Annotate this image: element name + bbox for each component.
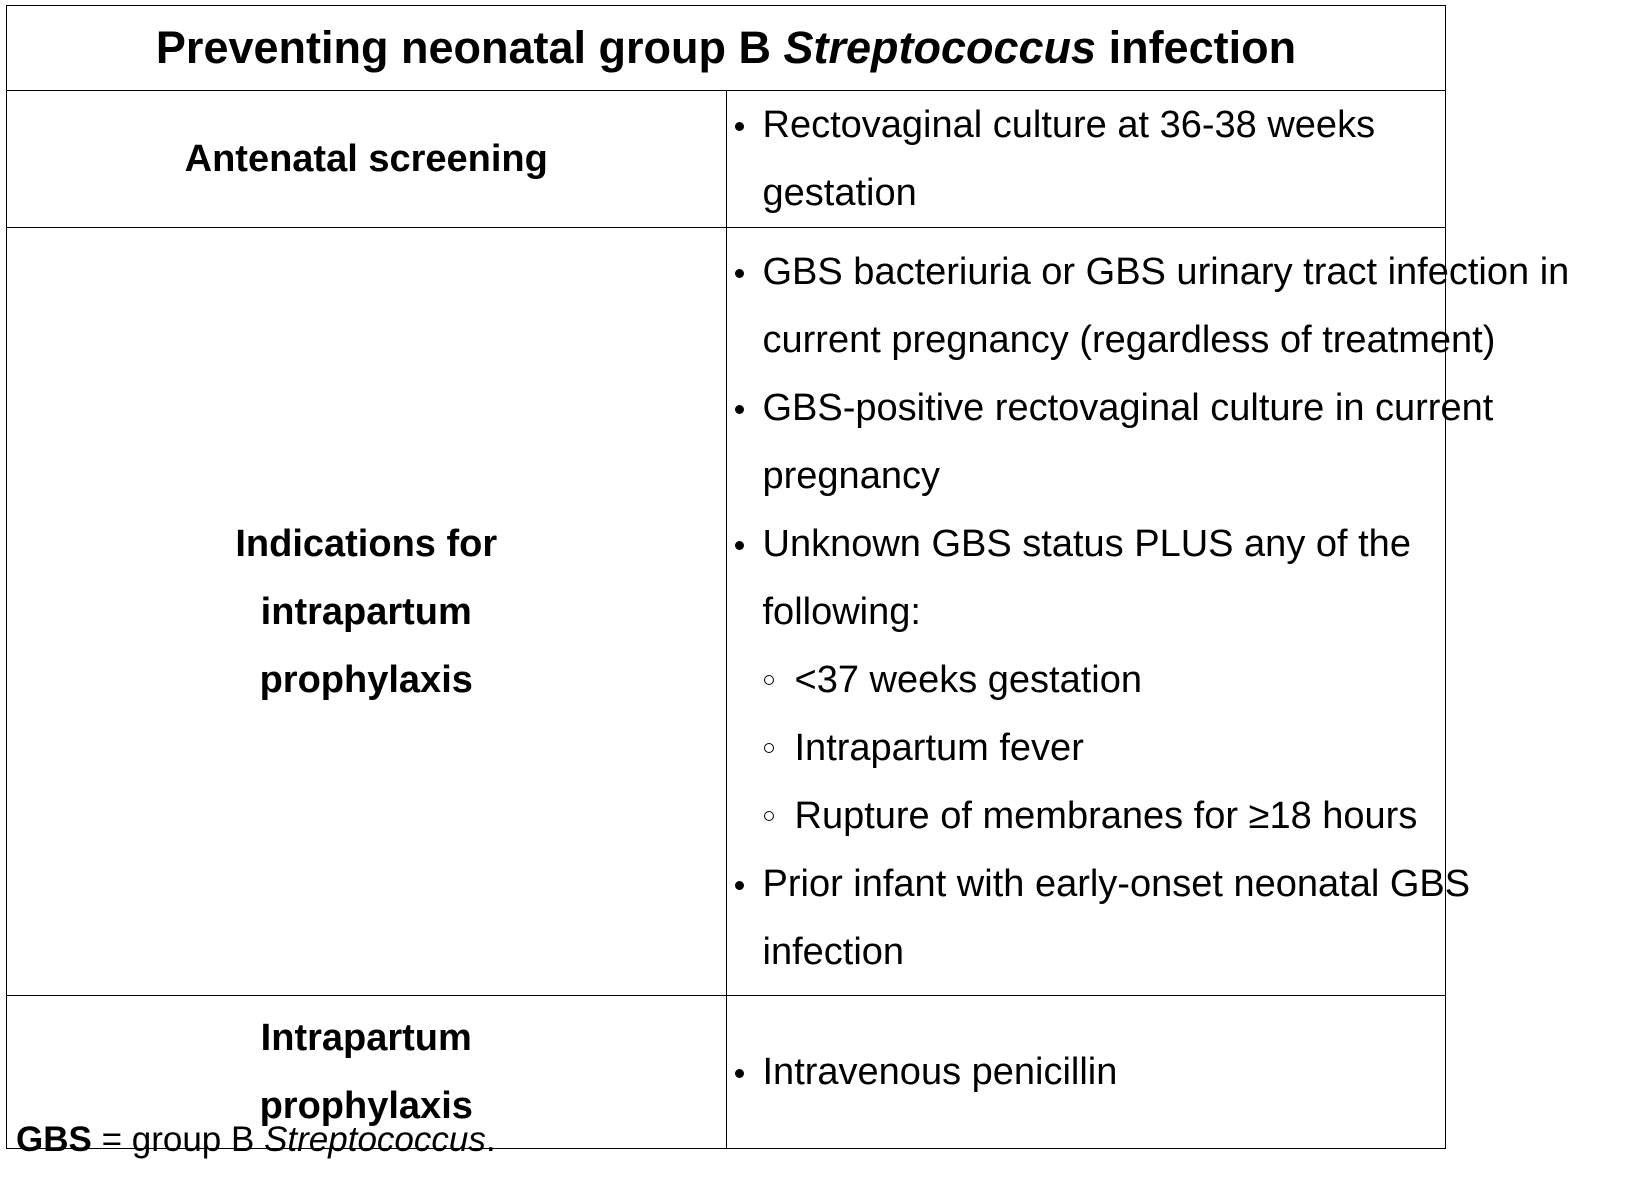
row-label-text: Indications for intrapartum prophylaxis (235, 522, 498, 701)
sub-list-item: <37 weeks gestation (795, 646, 1523, 714)
sub-list-item: Intrapartum fever (795, 714, 1523, 782)
sub-list-item: Rupture of membranes for ≥18 hours (795, 782, 1523, 850)
footnote-abbreviation: GBS (16, 1120, 92, 1159)
footnote-italic: Streptococcus (264, 1120, 486, 1159)
list-item: Rectovaginal culture at 36-38 weeks gestation (763, 91, 1446, 227)
footnote-text: = group B (91, 1120, 265, 1159)
gbs-prevention-table (6, 5, 1570, 1149)
row-content (726, 996, 1446, 1149)
row-label: Antenatal screening (7, 91, 727, 228)
list-item-text: Unknown GBS status PLUS any of the following: (762, 522, 1411, 633)
table-title-row (7, 6, 1446, 91)
list-item: GBS-positive rectovaginal culture in current pregnancy (763, 374, 1603, 510)
list-item (763, 510, 1523, 850)
table-title (7, 6, 1446, 91)
title-text-after: infection (1096, 22, 1297, 73)
list-item: Intravenous penicillin (763, 1038, 1446, 1106)
row-label (7, 228, 727, 996)
sub-bullet-list (763, 646, 1523, 850)
row-content (726, 228, 1570, 996)
title-text-italic: Streptococcus (783, 22, 1097, 73)
footnote (16, 1115, 496, 1165)
bullet-list (727, 238, 1570, 986)
list-item: Prior infant with early-onset neonatal GBS infection (763, 850, 1583, 986)
table-row-indications (7, 228, 1446, 996)
title-text-before: Preventing neonatal group B (155, 22, 784, 73)
bullet-list (727, 91, 1446, 227)
list-item: GBS bacteriuria or GBS urinary tract infection in current pregnancy (regardless of treatment) (763, 238, 1643, 374)
bullet-list (727, 1038, 1446, 1106)
row-label-text: Intrapartum prophylaxis (259, 1017, 473, 1127)
footnote-end: . (485, 1120, 496, 1159)
row-content (726, 91, 1446, 228)
table-row-antenatal-screening (7, 91, 1446, 228)
